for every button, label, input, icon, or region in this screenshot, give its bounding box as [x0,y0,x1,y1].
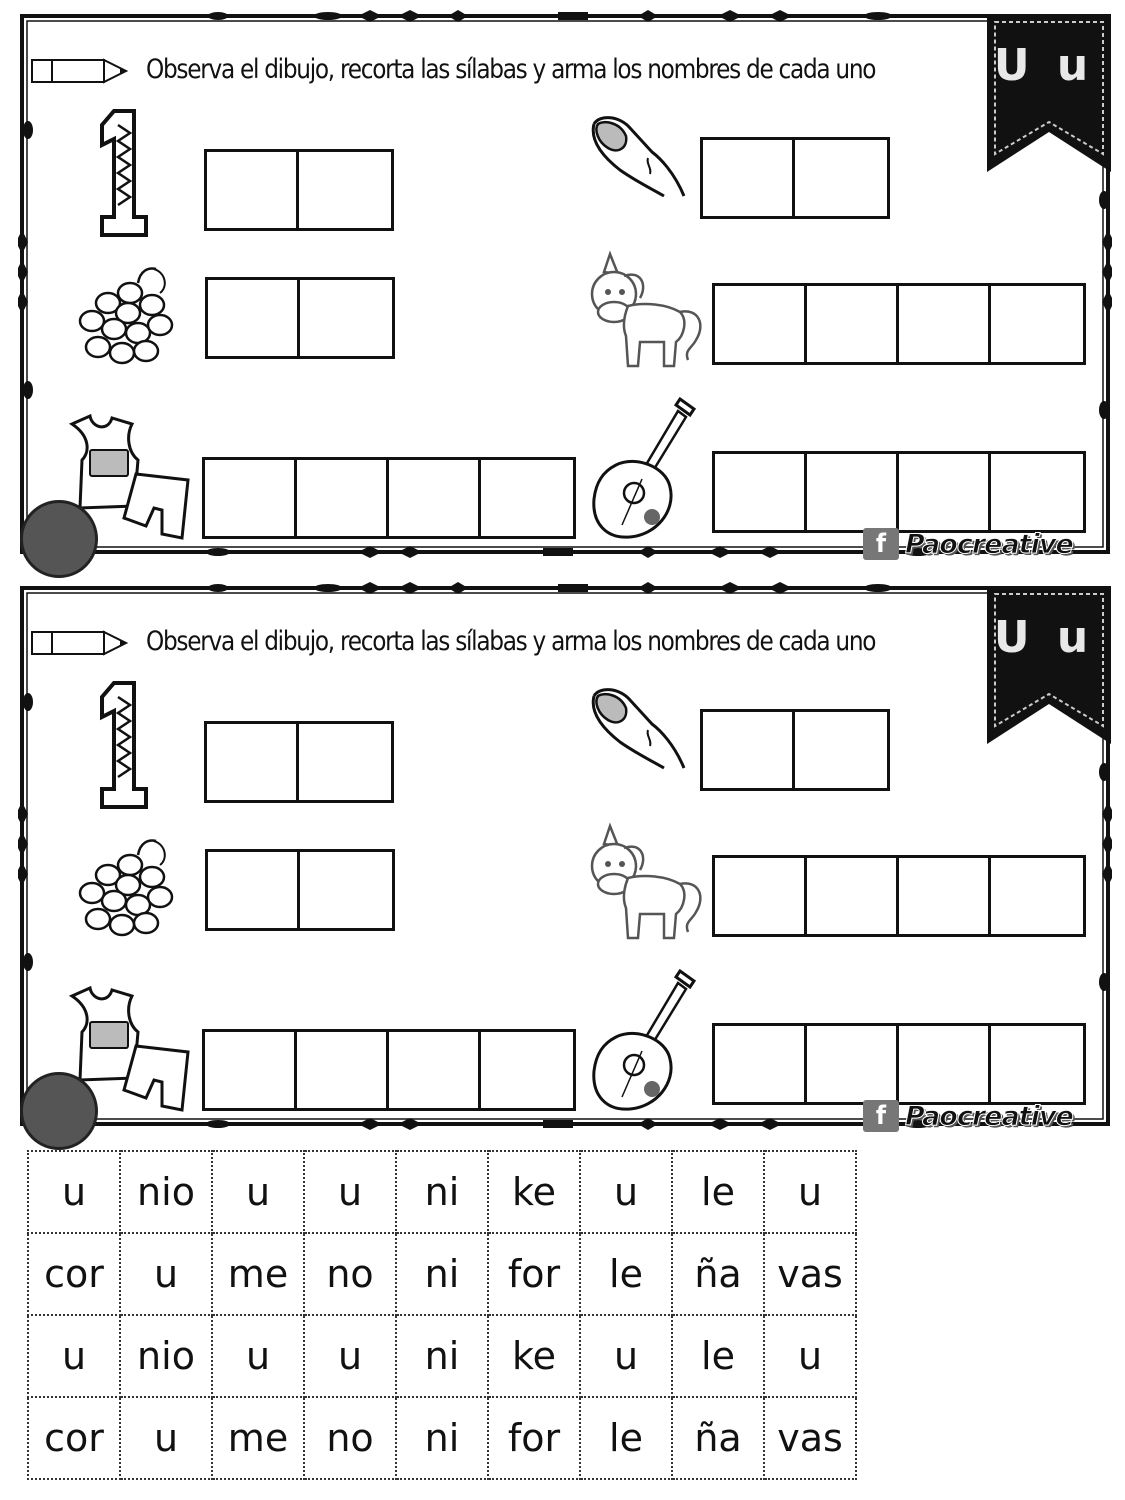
fingernail-icon [590,688,686,770]
answer-boxes[interactable] [712,1023,1086,1105]
brand-name: Paocreative [905,1100,1073,1132]
answer-box[interactable] [481,1032,573,1108]
ukulele-icon [586,395,702,545]
ukulele-icon [586,967,702,1117]
syllable-row [28,1397,856,1479]
answer-boxes[interactable] [712,855,1086,937]
syllable-card[interactable]: for [488,1397,580,1479]
answer-boxes[interactable] [700,709,890,791]
answer-boxes[interactable] [700,137,890,219]
syllable-card[interactable]: u [764,1151,856,1233]
brand-logo [863,526,1073,562]
syllable-row [28,1233,856,1315]
syllable-card[interactable]: cor [28,1397,120,1479]
syllable-card[interactable]: le [672,1151,764,1233]
answer-box[interactable] [207,152,299,228]
answer-box[interactable] [715,286,807,362]
worksheet-2 [18,582,1112,1130]
worksheet-1 [18,10,1112,558]
answer-box[interactable] [207,724,299,800]
answer-box[interactable] [205,1032,297,1108]
syllable-card[interactable]: no [304,1397,396,1479]
author-seal [20,1072,98,1150]
syllable-card[interactable]: vas [764,1233,856,1315]
syllable-card[interactable]: vas [764,1397,856,1479]
syllable-card[interactable]: ni [396,1397,488,1479]
syllable-card[interactable]: ke [488,1151,580,1233]
answer-box[interactable] [807,858,899,934]
unicorn-icon [584,822,708,942]
answer-box[interactable] [795,712,887,788]
answer-boxes[interactable] [204,149,394,231]
letter-badge [985,586,1113,746]
answer-boxes[interactable] [202,1029,576,1111]
answer-boxes[interactable] [202,457,576,539]
answer-boxes[interactable] [712,283,1086,365]
syllable-card[interactable]: u [580,1315,672,1397]
answer-box[interactable] [899,858,991,934]
answer-box[interactable] [899,1026,991,1102]
facebook-icon: f [863,1100,899,1132]
answer-box[interactable] [299,724,391,800]
answer-box[interactable] [807,1026,899,1102]
answer-boxes[interactable] [205,849,395,931]
syllable-card[interactable]: for [488,1233,580,1315]
brand-logo [863,1098,1073,1134]
answer-box[interactable] [715,858,807,934]
answer-box[interactable] [299,152,391,228]
answer-box[interactable] [481,460,573,536]
syllable-card[interactable]: u [304,1315,396,1397]
answer-box[interactable] [300,280,392,356]
answer-box[interactable] [899,454,991,530]
syllable-card[interactable]: nio [120,1151,212,1233]
badge-letter: U u [993,612,1095,663]
answer-box[interactable] [297,460,389,536]
syllable-card[interactable]: ni [396,1151,488,1233]
syllable-cutout-grid [27,1150,857,1480]
syllable-card[interactable]: cor [28,1233,120,1315]
fingernail-icon [590,116,686,198]
syllable-row [28,1151,856,1233]
syllable-card[interactable]: ña [672,1397,764,1479]
answer-box[interactable] [991,1026,1083,1102]
answer-box[interactable] [807,454,899,530]
answer-box[interactable] [389,1032,481,1108]
syllable-card[interactable]: u [580,1151,672,1233]
number-one-icon [94,677,154,812]
brand-name: Paocreative [905,528,1073,560]
author-seal [20,500,98,578]
answer-box[interactable] [715,1026,807,1102]
facebook-icon: f [863,528,899,560]
badge-letter: U u [993,40,1095,91]
answer-box[interactable] [208,852,300,928]
answer-box[interactable] [715,454,807,530]
syllable-card[interactable]: u [28,1151,120,1233]
answer-boxes[interactable] [204,721,394,803]
syllable-card[interactable]: nio [120,1315,212,1397]
answer-box[interactable] [208,280,300,356]
pencil-icon [30,628,130,658]
syllable-row [28,1315,856,1397]
letter-badge [985,14,1113,174]
syllable-card[interactable]: u [120,1397,212,1479]
syllable-card[interactable]: u [764,1315,856,1397]
pencil-icon [30,56,130,86]
syllable-card[interactable]: u [212,1315,304,1397]
syllable-card[interactable]: u [120,1233,212,1315]
answer-box[interactable] [205,460,297,536]
answer-box[interactable] [297,1032,389,1108]
answer-box[interactable] [795,140,887,216]
answer-boxes[interactable] [712,451,1086,533]
syllable-card[interactable]: no [304,1233,396,1315]
grapes-icon [68,835,180,947]
syllable-card[interactable]: u [304,1151,396,1233]
answer-box[interactable] [991,286,1083,362]
answer-box[interactable] [991,454,1083,530]
syllable-card[interactable]: ni [396,1233,488,1315]
answer-box[interactable] [703,140,795,216]
syllable-card[interactable]: ke [488,1315,580,1397]
instruction-text: Observa el dibujo, recorta las sílabas y arma los nombres de cada uno [146,626,876,657]
answer-box[interactable] [991,858,1083,934]
unicorn-icon [584,250,708,370]
answer-box[interactable] [389,460,481,536]
syllable-card[interactable]: ni [396,1315,488,1397]
syllable-card[interactable]: ña [672,1233,764,1315]
instruction-text: Observa el dibujo, recorta las sílabas y arma los nombres de cada uno [146,54,876,85]
syllable-card[interactable]: me [212,1397,304,1479]
syllable-card[interactable]: u [212,1151,304,1233]
grapes-icon [68,263,180,375]
syllable-card[interactable]: le [580,1233,672,1315]
answer-box[interactable] [703,712,795,788]
syllable-card[interactable]: le [580,1397,672,1479]
answer-box[interactable] [899,286,991,362]
syllable-card[interactable]: me [212,1233,304,1315]
syllable-card[interactable]: u [28,1315,120,1397]
number-one-icon [94,105,154,240]
answer-box[interactable] [807,286,899,362]
answer-boxes[interactable] [205,277,395,359]
answer-box[interactable] [300,852,392,928]
syllable-card[interactable]: le [672,1315,764,1397]
